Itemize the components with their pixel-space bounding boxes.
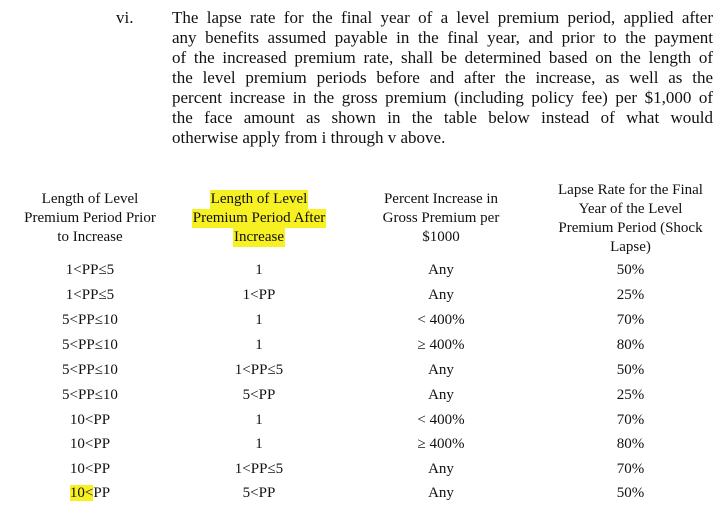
header-line: Lapse Rate for the Final: [558, 182, 703, 198]
table-row: [0, 408, 727, 432]
header-percent-increase: [375, 190, 507, 247]
cell-percent-increase: < 400%: [417, 312, 465, 328]
paragraph-line: the face amount as shown in the table below instead of what would: [172, 108, 713, 127]
cell-lapse-rate: 80%: [616, 436, 645, 452]
cell-percent-increase: ≥ 400%: [417, 337, 465, 353]
cell-text: PP: [93, 485, 111, 501]
header-line: Length of Level: [41, 191, 139, 207]
cell-prior-period: 10<PP: [69, 461, 111, 477]
cell-after-period: 1<PP: [242, 287, 276, 303]
cell-percent-increase: Any: [428, 387, 454, 403]
cell-prior-period: 5<PP≤10: [62, 362, 118, 378]
cell-after-period: 1<PP≤5: [234, 461, 284, 477]
paragraph-line: otherwise apply from i through v above.: [172, 128, 446, 147]
header-line: Length of Level: [210, 191, 308, 207]
cell-lapse-rate: 25%: [616, 387, 645, 403]
header-line: Gross Premium per: [382, 210, 500, 226]
cell-percent-increase: Any: [428, 362, 454, 378]
paragraph-line: of the increased premium rate, shall be determined based on the length of: [172, 48, 713, 67]
table-row: [0, 358, 727, 382]
header-after-period-highlighted: [180, 190, 338, 247]
cell-percent-increase: Any: [428, 287, 454, 303]
cell-percent-increase: Any: [428, 262, 454, 278]
cell-lapse-rate: 50%: [616, 485, 645, 501]
table-row: [0, 383, 727, 407]
header-line: Premium Period (Shock: [558, 220, 703, 236]
paragraph-line: any benefits assumed payable in the final year, and prior to the payment: [172, 28, 713, 47]
cell-after-period: 5<PP: [242, 485, 276, 501]
table-row: [0, 481, 727, 505]
header-prior-period: [10, 190, 170, 247]
table-row: [0, 333, 727, 357]
table-row: [0, 457, 727, 481]
cell-lapse-rate: 50%: [616, 362, 645, 378]
highlighted-text: 10<: [69, 485, 94, 501]
cell-lapse-rate: 70%: [616, 412, 645, 428]
cell-lapse-rate: 70%: [616, 312, 645, 328]
header-lapse-rate: [548, 181, 713, 257]
cell-lapse-rate: 50%: [616, 262, 645, 278]
cell-prior-period: 5<PP≤10: [62, 387, 118, 403]
cell-lapse-rate: 80%: [616, 337, 645, 353]
header-line: Premium Period After: [192, 210, 326, 226]
header-line: $1000: [422, 229, 460, 245]
cell-after-period: 1: [255, 262, 263, 278]
cell-prior-period: 10<PP: [69, 412, 111, 428]
table-row: [0, 432, 727, 456]
cell-lapse-rate: 70%: [616, 461, 645, 477]
cell-percent-increase: Any: [428, 485, 454, 501]
cell-after-period: 1<PP≤5: [234, 362, 284, 378]
paragraph-line: the level premium periods before and after the increase, as well as the: [172, 68, 713, 87]
cell-lapse-rate: 25%: [616, 287, 645, 303]
table-row: [0, 283, 727, 307]
cell-prior-period: 10<PP: [69, 436, 111, 452]
header-line: Increase: [234, 229, 284, 245]
paragraph-line: percent increase in the gross premium (including policy fee) per $1,000 of: [172, 88, 713, 107]
table-row: [0, 258, 727, 282]
cell-prior-period: 5<PP≤10: [62, 337, 118, 353]
header-line: Premium Period Prior: [24, 210, 156, 226]
cell-after-period: 1: [255, 412, 263, 428]
header-line: Year of the Level: [578, 201, 683, 217]
lapse-rate-paragraph: [172, 8, 713, 148]
cell-percent-increase: Any: [428, 461, 454, 477]
cell-percent-increase: < 400%: [417, 412, 465, 428]
cell-after-period: 1: [255, 312, 263, 328]
cell-prior-period: 1<PP≤5: [65, 262, 115, 278]
cell-prior-period: 1<PP≤5: [65, 287, 115, 303]
header-line: Percent Increase in: [383, 191, 499, 207]
cell-after-period: 1: [255, 337, 263, 353]
table-row: [0, 308, 727, 332]
cell-percent-increase: ≥ 400%: [417, 436, 465, 452]
header-line: Lapse): [610, 239, 651, 255]
cell-prior-period: 5<PP≤10: [62, 312, 118, 328]
cell-after-period: 1: [255, 436, 263, 452]
paragraph-line: The lapse rate for the final year of a level premium period, applied after: [172, 8, 713, 27]
header-line: to Increase: [57, 229, 123, 245]
section-numeral: vi.: [116, 8, 134, 27]
cell-after-period: 5<PP: [242, 387, 276, 403]
cell-prior-period-highlighted: [10, 481, 170, 505]
